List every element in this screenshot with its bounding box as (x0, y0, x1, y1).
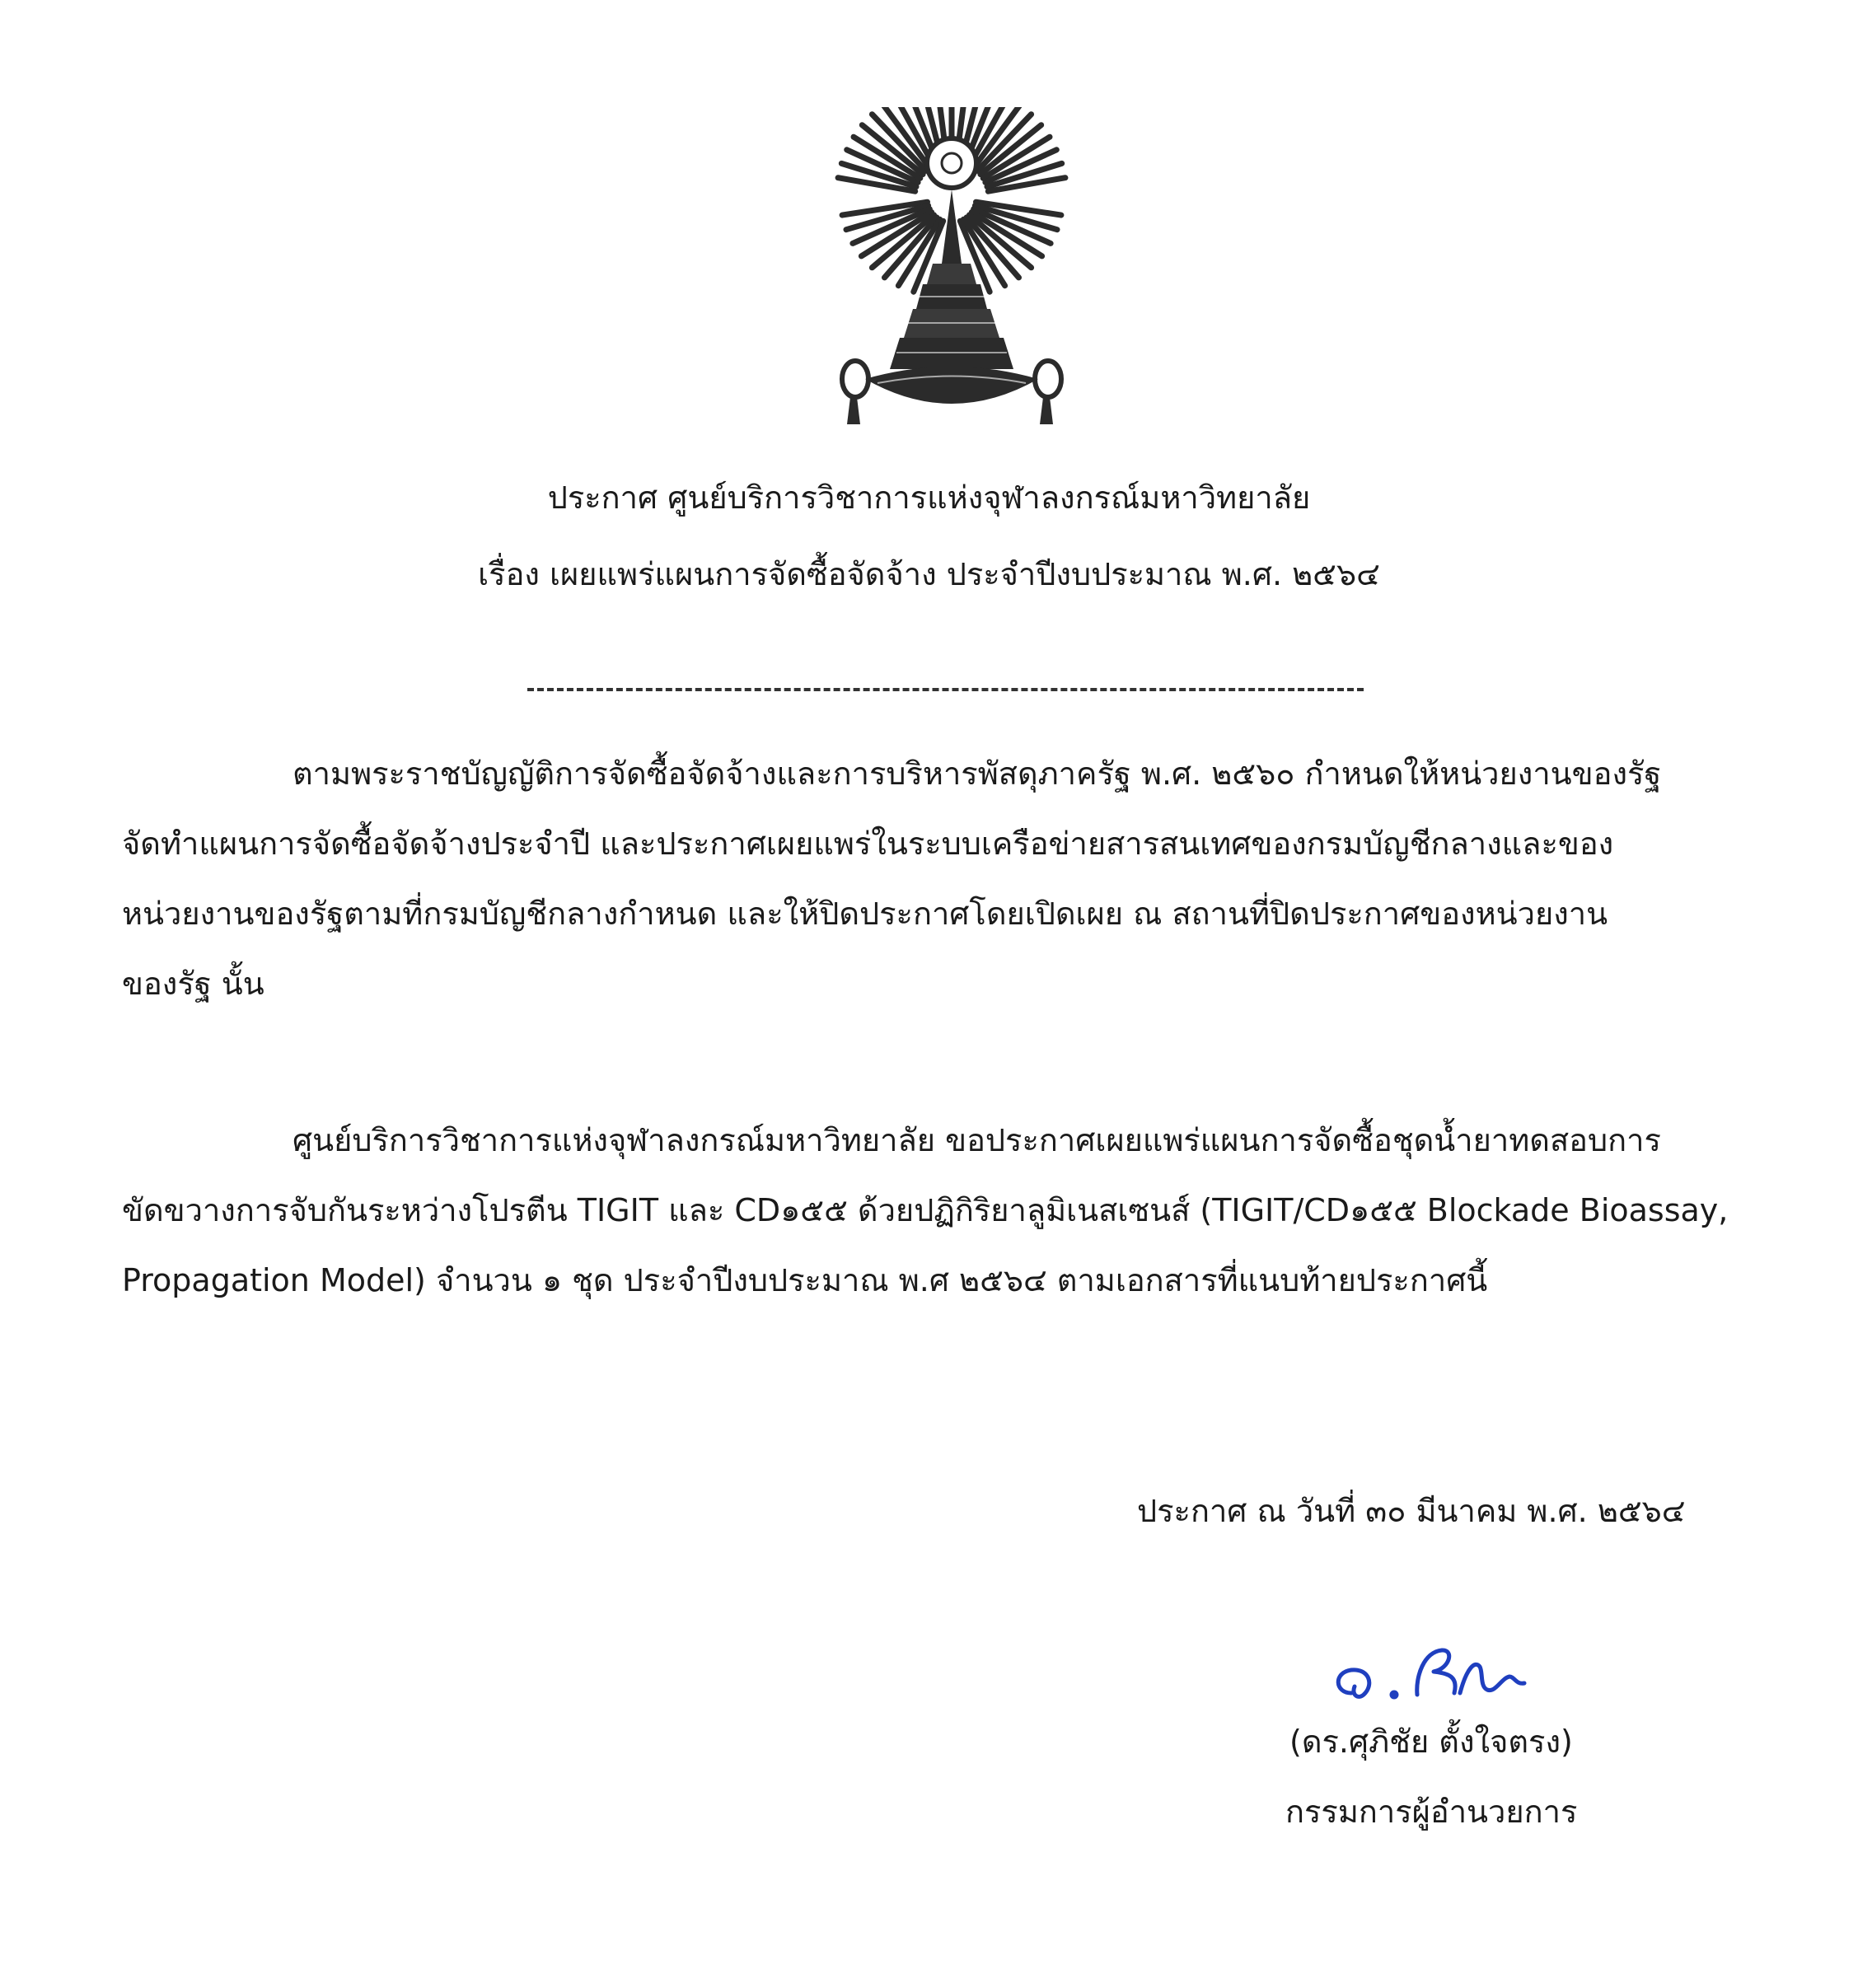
handwritten-signature (1318, 1635, 1565, 1726)
paragraph-2-line-3: Propagation Model) จำนวน ๑ ชุด ประจำปีงบประมาณ พ.ศ ๒๕๖๔ ตามเอกสารที่แนบท้ายประกาศนี้ (122, 1262, 1488, 1298)
announcement-subject: เรื่อง เผยแพร่แผนการจัดซื้อจัดจ้าง ประจำปีงบประมาณ พ.ศ. ๒๕๖๔ (478, 556, 1380, 592)
paragraph-2-line-2: ขัดขวางการจับกันระหว่างโปรตีน TIGIT และ CD๑๕๕ ด้วยปฏิกิริยาลูมิเนสเซนส์ (TIGIT/CD๑๕๕ Blockade Bioassay, (122, 1192, 1729, 1228)
paragraph-1-line-4: ของรัฐ นั้น (122, 966, 264, 1002)
paragraph-1-line-3: หน่วยงานของรัฐตามที่กรมบัญชีกลางกำหนด และให้ปิดประกาศโดยเปิดเผย ณ สถานที่ปิดประกาศของหน่วยงาน (122, 896, 1608, 932)
paragraph-1-line-1: ตามพระราชบัญญัติการจัดซื้อจัดจ้างและการบริหารพัสดุภาครัฐ พ.ศ. ๒๕๖๐ กำหนดให้หน่วยงานของรัฐ (293, 755, 1662, 792)
paragraph-2-line-1: ศูนย์บริการวิชาการแห่งจุฬาลงกรณ์มหาวิทยาลัย ขอประกาศเผยแพร่แผนการจัดซื้อชุดน้ำยาทดสอบการ (293, 1122, 1661, 1158)
title-divider (527, 688, 1364, 691)
announcement-date: ประกาศ ณ วันที่ ๓๐ มีนาคม พ.ศ. ๒๕๖๔ (1137, 1493, 1686, 1529)
announcement-title: ประกาศ ศูนย์บริการวิชาการแห่งจุฬาลงกรณ์มหาวิทยาลัย (547, 479, 1311, 516)
paragraph-1-line-2: จัดทำแผนการจัดซื้อจัดจ้างประจำปี และประกาศเผยแพร่ในระบบเครือข่ายสารสนเทศของกรมบัญชีกลางและของ (122, 826, 1614, 862)
signer-title: กรรมการผู้อำนวยการ (1285, 1794, 1578, 1830)
signer-name: (ดร.ศุภิชัย ตั้งใจตรง) (1289, 1724, 1573, 1760)
university-emblem-icon (832, 107, 1071, 437)
